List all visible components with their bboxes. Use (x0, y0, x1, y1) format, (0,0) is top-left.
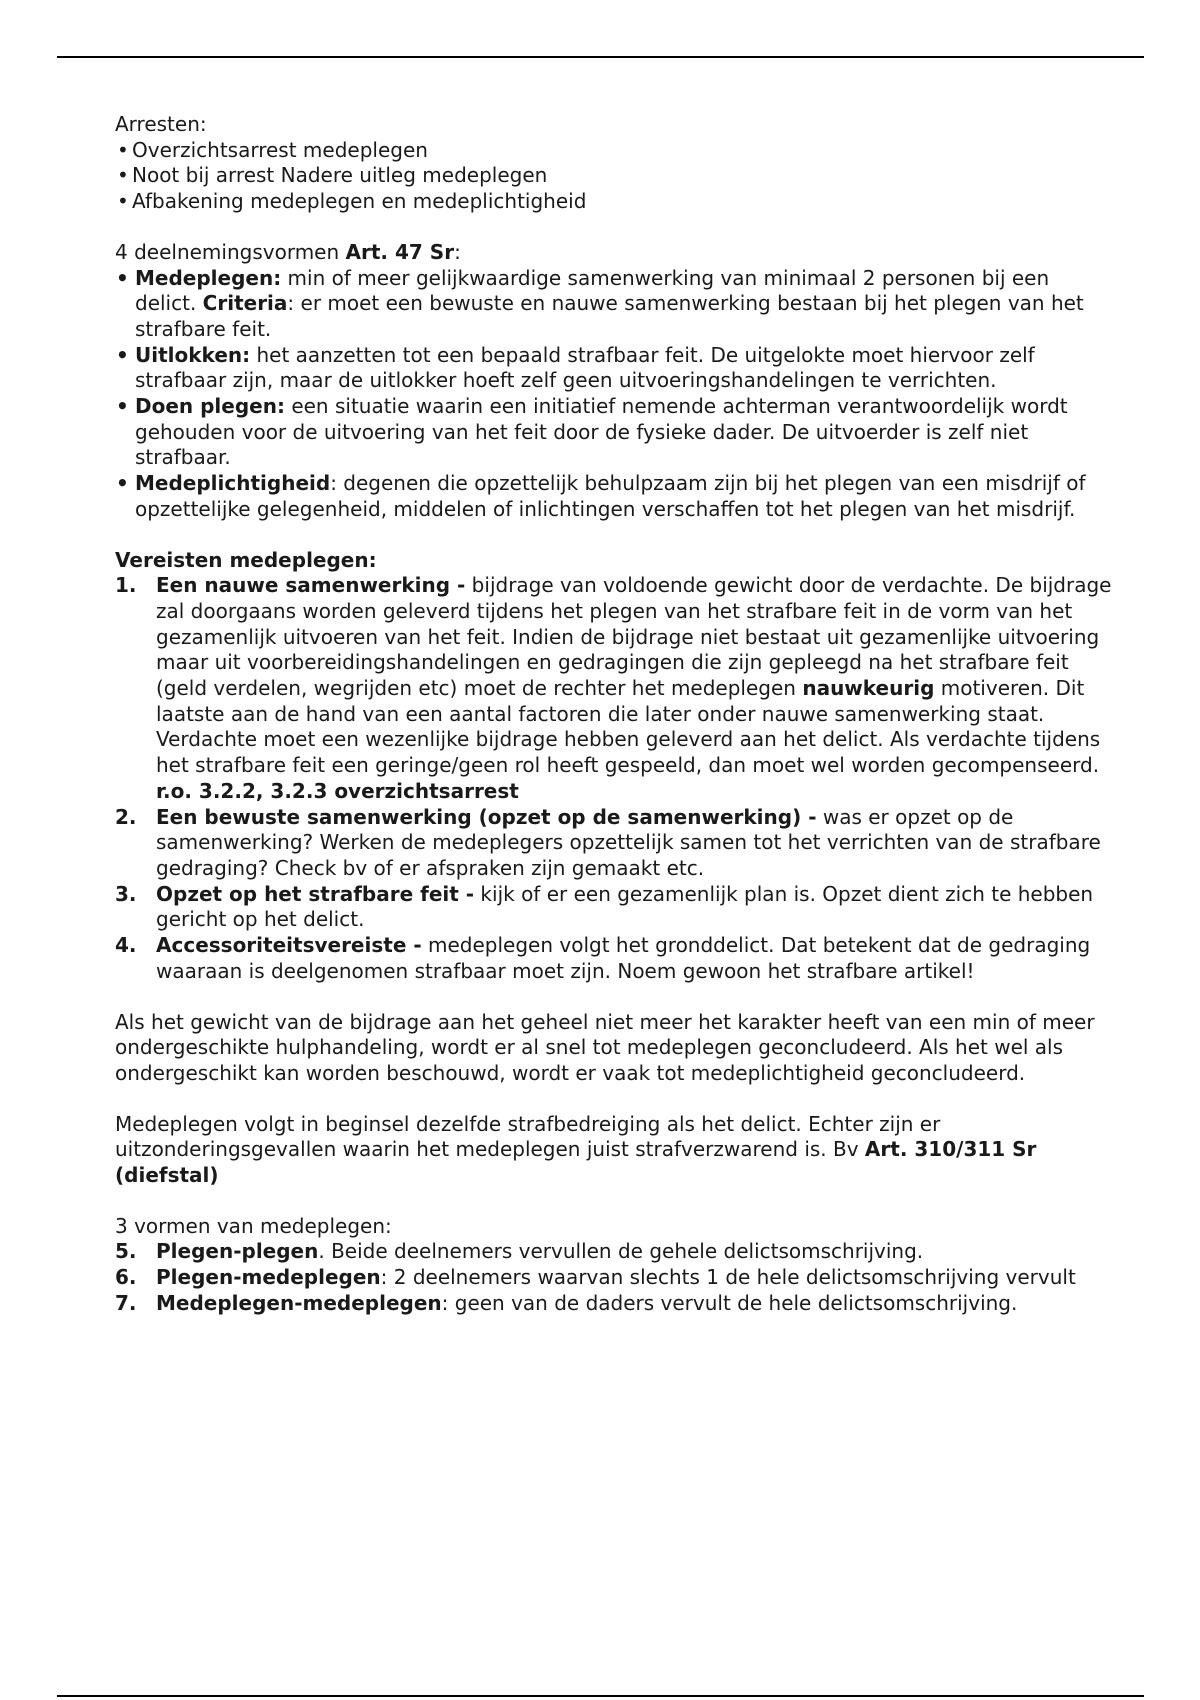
list-item: • Medeplegen: min of meer gelijkwaardige samenwerking van minimaal 2 personen bij een delict. Criteria: er moet een bewuste en nauwe samenwerking bestaan bij het plegen van het strafbare feit. (115, 266, 1115, 343)
list-item: 5. Plegen-plegen. Beide deelnemers vervullen de gehele delictsomschrijving. (115, 1239, 924, 1264)
paragraph-strafbedreiging: Medeplegen volgt in beginsel dezelfde strafbedreiging als het delict. Echter zijn er uitzonderingsgevallen waarin het medeplegen juist strafverzwarend is. Bv Art. 310/311 Sr (diefstal) (115, 1111, 1037, 1188)
vormen-intro: 3 vormen van medeplegen: (115, 1213, 392, 1238)
list-item: • Overzichtsarrest medeplegen (115, 138, 1115, 164)
vereisten-heading: Vereisten medeplegen: (115, 547, 377, 572)
list-item: • Noot bij arrest Nadere uitleg medeplegen (115, 163, 1115, 189)
paragraph-bijdrage: Als het gewicht van de bijdrage aan het geheel niet meer het karakter heeft van een min of meer ondergeschikte hulphandeling, wordt er al snel tot medeplegen geconcludeerd. Als het wel als ondergeschikt kan worden beschouwd, wordt er vaak tot medeplichtigheid geconcludeerd. (115, 1009, 1095, 1085)
list-item: 3. Opzet op het strafbare feit - kijk of er een gezamenlijk plan is. Opzet dient zich te hebben gericht op het delict. (115, 881, 1094, 932)
bottom-divider (57, 1695, 1144, 1697)
list-item: • Medeplichtigheid: degenen die opzettelijk behulpzaam zijn bij het plegen van een misdrijf of opzettelijke gelegenheid, middelen of inlichtingen verschaffen tot het plegen van het misdrijf. (115, 471, 1115, 522)
arresten-heading: Arresten: (115, 112, 207, 136)
list-item: • Doen plegen: een situatie waarin een initiatief nemende achterman verantwoordelijk wordt gehouden voor de uitvoering van het feit door de fysieke dader. De uitvoerder is zelf niet strafbaar. (115, 394, 1115, 471)
list-item: 6. Plegen-medeplegen: 2 deelnemers waarvan slechts 1 de hele delictsomschrijving vervult (115, 1265, 1076, 1290)
document-body (115, 112, 1115, 1317)
list-item: 2. Een bewuste samenwerking (opzet op de samenwerking) - was er opzet op de samenwerking? Werken de medeplegers opzettelijk samen tot het verrichten van de strafbare gedraging? Check bv of er afspraken zijn gemaakt etc. (115, 804, 1101, 880)
top-divider (57, 56, 1144, 58)
vormen-list (115, 1239, 1115, 1316)
vereisten-list (115, 573, 1115, 984)
list-item: • Afbakening medeplegen en medeplichtigheid (115, 189, 1115, 215)
deelneming-list (115, 266, 1115, 523)
deelneming-intro: 4 deelnemingsvormen Art. 47 Sr: (115, 239, 461, 264)
list-item: 1. Een nauwe samenwerking - bijdrage van voldoende gewicht door de verdachte. De bijdrage zal doorgaans worden geleverd tijdens het plegen van het strafbare feit in de vorm van het gezamenlijk uitvoeren van het feit. Indien de bijdrage niet bestaat uit gezamenlijke uitvoering maar uit voorbereidingshandelingen en gedragingen die zijn gepleegd na het strafbare feit (geld verdelen, wegrijden etc) moet de rechter het medeplegen nauwkeurig motiveren. Dit laatste aan de hand van een aantal factoren die later onder nauwe samenwerking staat. Verdachte moet een wezenlijke bijdrage hebben geleverd aan het delict. Als verdachte tijdens het strafbare feit een geringe/geen rol heeft gespeeld, dan moet wel worden gecompenseerd. r.o. 3.2.2, 3.2.3 overzichtsarrest (115, 573, 1112, 803)
arresten-list (115, 138, 1115, 215)
list-item: 4. Accessoriteitsvereiste - medeplegen volgt het gronddelict. Dat betekent dat de gedraging waaraan is deelgenomen strafbaar moet zijn. Noem gewoon het strafbare artikel! (115, 933, 1091, 983)
list-item: 7. Medeplegen-medeplegen: geen van de daders vervult de hele delictsomschrijving. (115, 1290, 1018, 1315)
list-item: • Uitlokken: het aanzetten tot een bepaald strafbaar feit. De uitgelokte moet hiervoor zelf strafbaar zijn, maar de uitlokker hoeft zelf geen uitvoeringshandelingen te verrichten. (115, 343, 1115, 394)
